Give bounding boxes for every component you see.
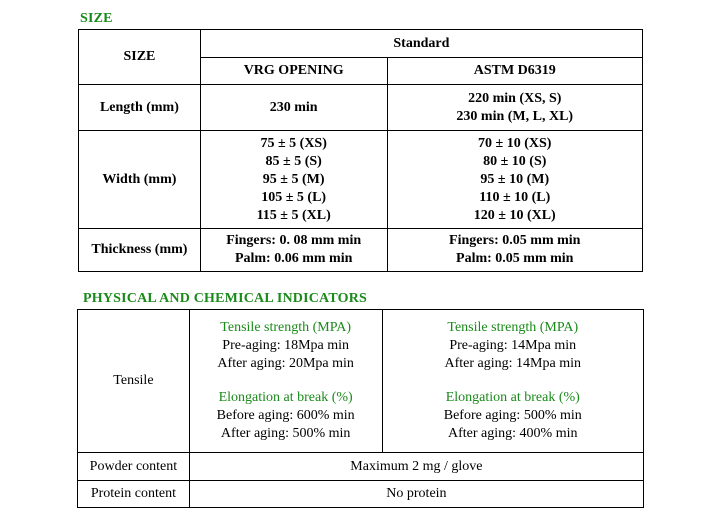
length-astm-value: 220 min (XS, S) 230 min (M, L, XL) (387, 85, 642, 131)
tensile-strength-heading: Tensile strength (MPA) (447, 320, 579, 335)
length-label: Length (mm) (79, 85, 201, 131)
standard-header-cell: Standard (200, 30, 642, 58)
tensile-vrg-cell: Tensile strength (MPA) Pre-aging: 18Mpa min After aging: 20Mpa min Elongation at break (%) Before aging: 600% min After aging: 500% min (189, 310, 382, 453)
width-vrg-value: 75 ± 5 (XS) 85 ± 5 (S) 95 ± 5 (M) 105 ± 5 (L) 115 ± 5 (XL) (200, 131, 387, 229)
elongation-heading: Elongation at break (%) (218, 390, 353, 405)
tensile-strength-heading: Tensile strength (MPA) (220, 320, 352, 335)
tensile-astm-cell: Tensile strength (MPA) Pre-aging: 14Mpa min After aging: 14Mpa min Elongation at break (%) Before aging: 500% min After aging: 400% min (382, 310, 644, 453)
physical-section-title: PHYSICAL AND CHEMICAL INDICATORS (83, 291, 367, 306)
length-vrg-value: 230 min (200, 85, 387, 131)
protein-content-label: Protein content (78, 481, 190, 508)
vrg-opening-header: VRG OPENING (200, 58, 387, 85)
protein-content-value: No protein (189, 481, 643, 508)
elongation-heading: Elongation at break (%) (445, 390, 580, 405)
width-label: Width (mm) (79, 131, 201, 229)
thickness-astm-value: Fingers: 0.05 mm min Palm: 0.05 mm min (387, 229, 642, 272)
size-table (78, 29, 643, 272)
size-section-title: SIZE (80, 11, 113, 26)
powder-content-label: Powder content (78, 453, 190, 481)
powder-content-value: Maximum 2 mg / glove (189, 453, 643, 481)
physical-chemical-table (77, 309, 644, 508)
width-astm-value: 70 ± 10 (XS) 80 ± 10 (S) 95 ± 10 (M) 110 ± 10 (L) 120 ± 10 (XL) (387, 131, 642, 229)
thickness-vrg-value: Fingers: 0. 08 mm min Palm: 0.06 mm min (200, 229, 387, 272)
astm-header: ASTM D6319 (387, 58, 642, 85)
thickness-label: Thickness (mm) (79, 229, 201, 272)
tensile-label: Tensile (78, 310, 190, 453)
size-header-cell: SIZE (79, 30, 201, 85)
